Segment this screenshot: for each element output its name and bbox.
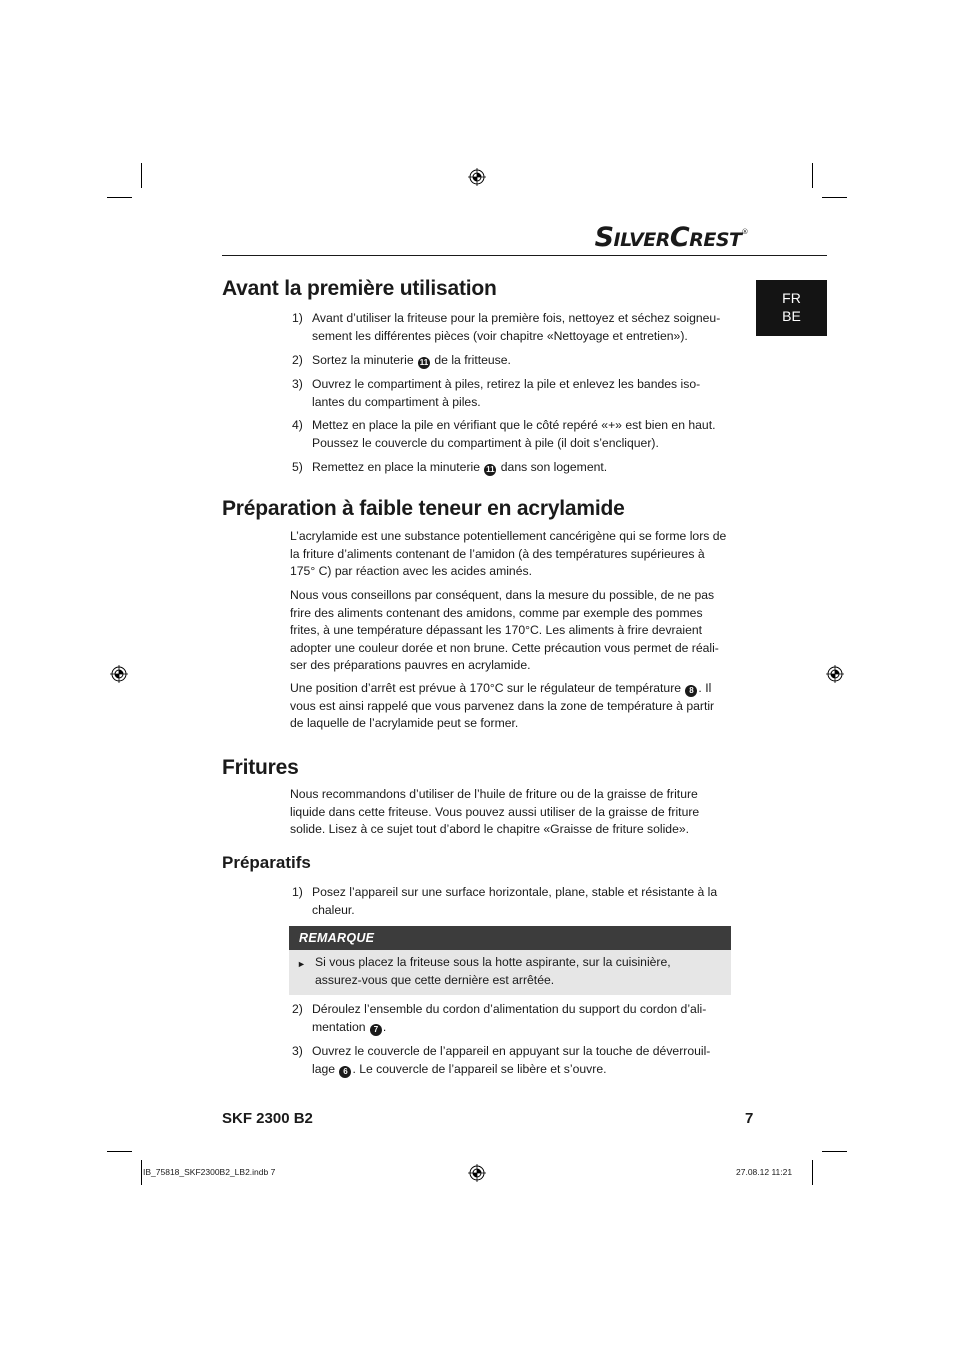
- paragraph: Nous vous conseillons par conséquent, dans la mesure du possible, de ne pas frire des aliments contenant des amidons, comme par exemple des pommes frites, à une température dépassant les 170°C. Les aliments à frire devraient adopter une couleur dorée et non brune. Cette précaution vous permet de réali-ser des préparations pauvres en acrylamide.: [290, 588, 719, 672]
- crop-mark: [812, 163, 813, 188]
- registration-mark-icon: [110, 665, 128, 683]
- crop-mark: [822, 1151, 847, 1152]
- language-code: FR: [782, 290, 801, 306]
- crop-mark: [822, 197, 847, 198]
- paragraph: Nous recommandons d’utiliser de l’huile de friture ou de la graisse de friture liquide dans cette friteuse. Vous pouvez aussi utiliser de la graisse de friture solide. Lisez à ce sujet tout d’abord le chapitre «Graisse de friture solide».: [290, 787, 700, 836]
- part-number-badge: 8: [685, 685, 697, 697]
- language-tab: [756, 280, 827, 336]
- language-code: BE: [782, 308, 801, 324]
- paragraph: Une position d’arrêt est prévue à 170°C sur le régulateur de température 8 . Il vous est ainsi rappelé que vous parvenez dans la zone de température à partir de laquelle de l’acrylamide peut se former.: [290, 681, 715, 730]
- model-number: SKF 2300 B2: [222, 1110, 313, 1127]
- part-number-badge: 11: [419, 358, 429, 367]
- crop-mark: [141, 163, 142, 188]
- arrow-icon: ►: [297, 959, 306, 969]
- header-divider: [222, 255, 827, 256]
- note-box: [289, 926, 731, 995]
- brand-logo: SILVERCREST®: [594, 222, 748, 253]
- list-item: 5) Remettez en place la minuterie 11 dans son logement.: [292, 460, 608, 474]
- crop-mark: [141, 1160, 142, 1185]
- paragraph: L’acrylamide est une substance potentiellement cancérigène qui se forme lors de la friture d’aliments contenant de l’amidon (à des températures supérieures à 175° C) par réaction avec les acides aminés.: [290, 529, 727, 578]
- list-item: 1) Avant d’utiliser la friteuse pour la première fois, nettoyez et séchez soigneu-sement les différentes pièces (voir chapitre «Nettoyage et entretien»).: [292, 311, 721, 343]
- section-title: Fritures: [222, 756, 299, 779]
- part-number-badge: 6: [339, 1066, 351, 1078]
- subsection-title: Préparatifs: [222, 853, 311, 872]
- list-item: 2) Déroulez l’ensemble du cordon d’alimentation du support du cordon d’ali-mentation 7 .: [292, 1002, 707, 1034]
- list-item: 1) Posez l’appareil sur une surface horizontale, plane, stable et résistante à la chaleur.: [292, 885, 718, 917]
- section-title: Avant la première utilisation: [222, 277, 497, 300]
- registration-mark-icon: [826, 665, 844, 683]
- list-item: 2) Sortez la minuterie 11 de la fritteuse.: [292, 353, 511, 367]
- registration-mark-icon: [468, 1164, 486, 1182]
- list-item: 3) Ouvrez le couvercle de l’appareil en appuyant sur la touche de déverrouil-lage 6 . Le couvercle de l’appareil se libère et s’ouvre.: [292, 1044, 711, 1076]
- list-item: 4) Mettez en place la pile en vérifiant que le côté repéré «+» est bien en haut. Poussez le couvercle du compartiment à pile (il doit s’encliquer).: [292, 418, 716, 450]
- list-item: 3) Ouvrez le compartiment à piles, retirez la pile et enlevez les bandes iso-lantes du compartiment à piles.: [292, 377, 701, 409]
- registration-mark-icon: [468, 168, 486, 186]
- crop-mark: [812, 1160, 813, 1185]
- note-body: ► Si vous placez la friteuse sous la hotte aspirante, sur la cuisinière, assurez-vous que cette dernière est arrêtée.: [297, 955, 671, 987]
- crop-mark: [107, 1151, 132, 1152]
- part-number-badge: 7: [370, 1024, 382, 1036]
- page-number: 7: [745, 1110, 754, 1127]
- note-title: REMARQUE: [289, 926, 731, 950]
- print-slug-file: IB_75818_SKF2300B2_LB2.indb 7: [143, 1167, 276, 1177]
- section-title: Préparation à faible teneur en acrylamide: [222, 497, 625, 520]
- print-slug-date: 27.08.12 11:21: [736, 1167, 793, 1177]
- part-number-badge: 11: [486, 465, 495, 474]
- crop-mark: [107, 197, 132, 198]
